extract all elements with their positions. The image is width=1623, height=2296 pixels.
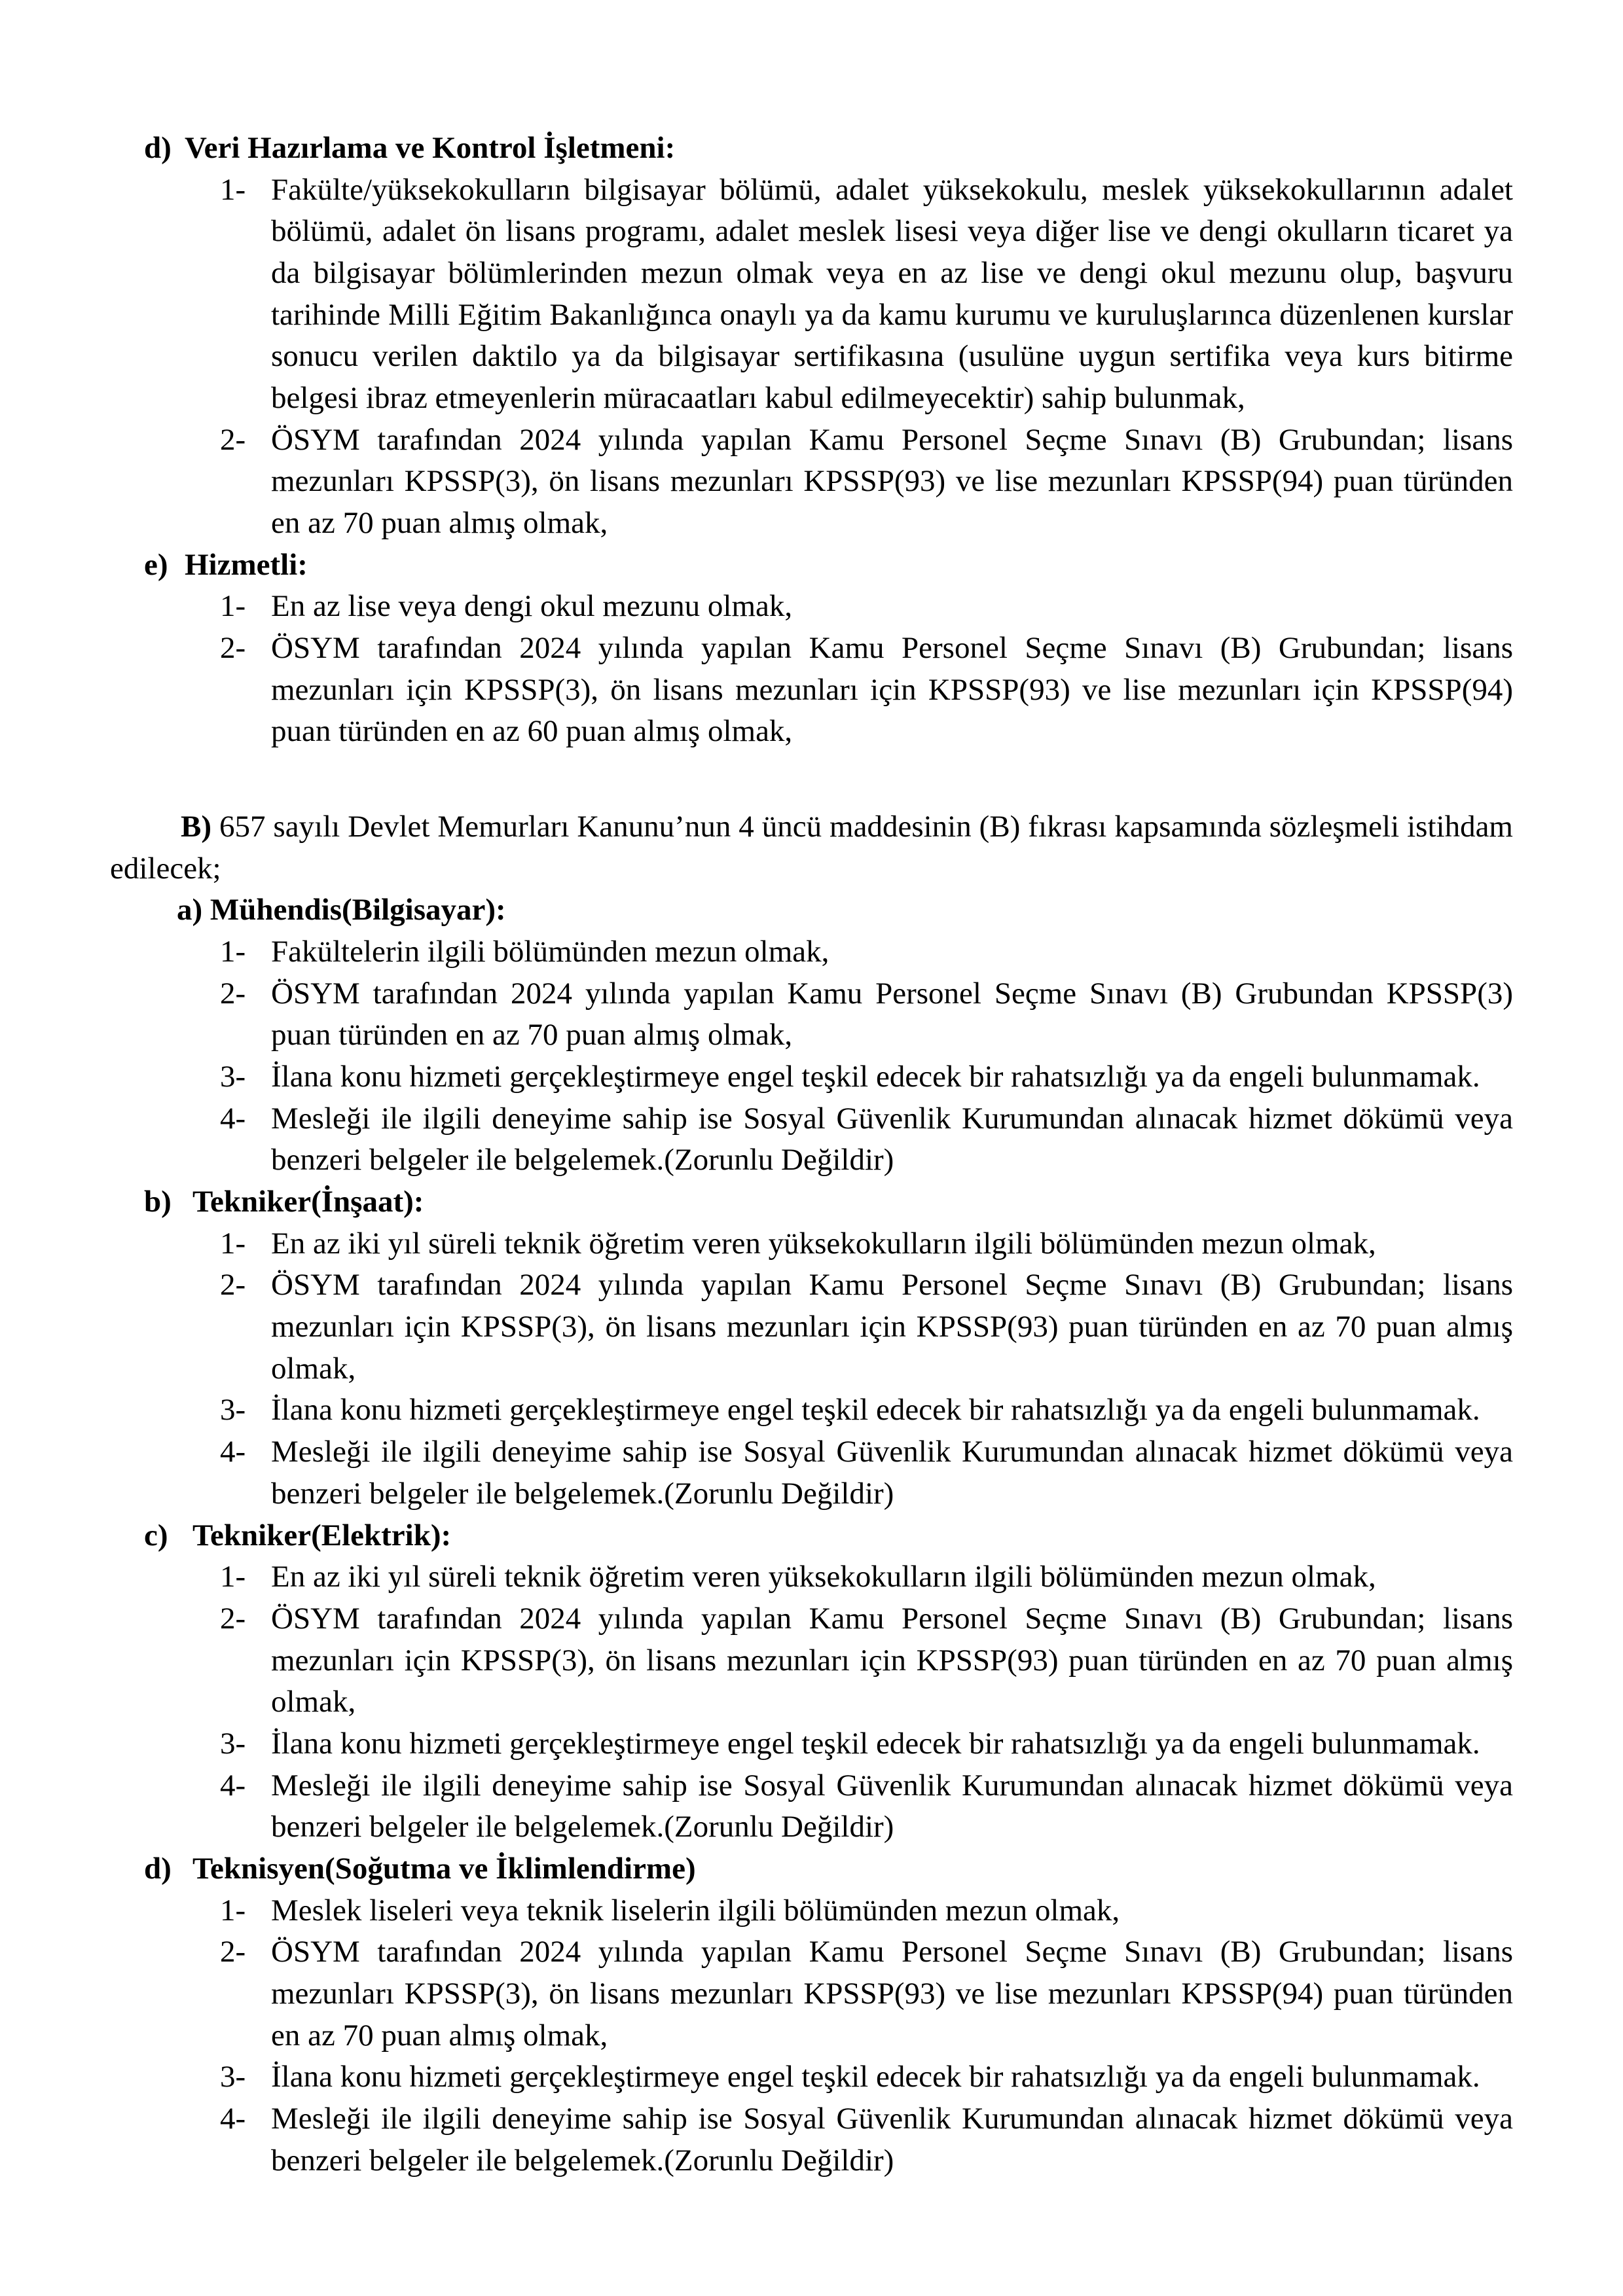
list-item [220,1765,1513,1848]
section-marker-text: a) [177,893,203,927]
list-item [220,1098,1513,1181]
list-item-text: Fakülte/yüksekokulların bilgisayar bölümü, adalet yüksekokulu, meslek yüksekokullarının adalet bölümü, adalet ön lisans programı, adalet meslek lisesi veya diğer lise ve dengi okulların ticaret ya da bilgisayar bölümlerinden mezun olmak veya en az lise ve dengi okul mezunu olup, başvuru tarihinde Milli Eğitim Bakanlığınca onaylı ya da kamu kurumu ve kuruluşlarınca düzenlenen kurslar sonucu verilen daktilo ya da bilgisayar sertifikasına (usulüne uygun sertifika veya kurs bitirme belgesi ibraz etmeyenlerin müracaatları kabul edilmeyecektir) sahip bulunmak, [271,172,1513,416]
list-item-text: En az iki yıl süreli teknik öğretim veren yüksekokulların ilgili bölümünden mezun olmak, [271,1560,1376,1594]
list-item [220,1723,1513,1765]
list-item-text: Mesleği ile ilgili deneyime sahip ise Sosyal Güvenlik Kurumundan alınacak hizmet dökümü veya benzeri belgeler ile belgelemek.(Zorunlu Değildir) [271,1435,1513,1511]
section-spacer [110,753,1513,806]
list-item-text: Meslek liseleri veya teknik liselerin ilgili bölümünden mezun olmak, [271,1893,1120,1928]
list-item-text: Mesleği ile ilgili deneyime sahip ise Sosyal Güvenlik Kurumundan alınacak hizmet dökümü veya benzeri belgeler ile belgelemek.(Zorunlu Değildir) [271,1101,1513,1177]
part-b-intro-paragraph [110,806,1513,889]
requirement-list-hizmetli [110,586,1513,753]
list-item-number: 1- [220,1893,246,1928]
section-title: Tekniker(İnşaat): [192,1185,424,1219]
requirement-list-tekniker-insaat [110,1223,1513,1515]
list-item [220,1598,1513,1723]
list-item [220,1056,1513,1098]
section-heading-teknisyen-sogutma [110,1848,1513,1890]
list-item [220,931,1513,973]
list-item-text: ÖSYM tarafından 2024 yılında yapılan Kamu Personel Seçme Sınavı (B) Grubundan; lisans mezunları için KPSSP(3), ön lisans mezunları için KPSSP(93) puan türünden en az 70 puan almış olmak, [271,1268,1513,1386]
list-item-text: İlana konu hizmeti gerçekleştirmeye engel teşkil edecek bir rahatsızlığı ya da engeli bulunmamak. [271,1726,1480,1761]
list-item-number: 2- [220,422,246,457]
section-title: Tekniker(Elektrik): [192,1518,452,1552]
list-item-text: ÖSYM tarafından 2024 yılında yapılan Kamu Personel Seçme Sınavı (B) Grubundan; lisans mezunları KPSSP(3), ön lisans mezunları KPSSP(93) ve lise mezunları KPSSP(94) puan türünden en az 70 puan almış olmak, [271,1935,1513,2053]
list-item-number: 3- [220,1393,246,1427]
section-title: Teknisyen(Soğutma ve İklimlendirme) [192,1851,696,1886]
list-item-text: ÖSYM tarafından 2024 yılında yapılan Kamu Personel Seçme Sınavı (B) Grubundan; lisans mezunları KPSSP(3), ön lisans mezunları KPSSP(93) ve lise mezunları KPSSP(94) puan türünden en az 70 puan almış olmak, [271,422,1513,541]
section-title [177,889,1513,931]
section-marker: d) [144,131,172,165]
section-heading-tekniker-elektrik [110,1515,1513,1557]
section-title-text: Mühendis(Bilgisayar): [210,893,506,927]
list-item-text: Fakültelerin ilgili bölümünden mezun olmak, [271,935,830,969]
list-item-number: 1- [220,935,246,969]
list-item-number: 2- [220,1601,246,1636]
list-item-number: 2- [220,1268,246,1302]
section-marker: e) [144,547,168,582]
list-item-text: İlana konu hizmeti gerçekleştirmeye engel teşkil edecek bir rahatsızlığı ya da engeli bulunmamak. [271,2060,1480,2094]
list-item-number: 3- [220,1726,246,1761]
list-item-number: 1- [220,172,246,207]
list-item [220,1556,1513,1598]
list-item [220,1223,1513,1265]
list-item [220,420,1513,545]
list-item-number: 4- [220,1768,246,1803]
list-item-number: 1- [220,589,246,624]
requirement-list-teknisyen-sogutma [110,1890,1513,2182]
list-item [220,1931,1513,2056]
requirement-list-tekniker-elektrik [110,1556,1513,1848]
list-item-number: 1- [220,1226,246,1261]
list-item-number: 4- [220,1435,246,1469]
list-item-text: ÖSYM tarafından 2024 yılında yapılan Kamu Personel Seçme Sınavı (B) Grubundan; lisans mezunları için KPSSP(3), ön lisans mezunları için KPSSP(93) ve lise mezunları için KPSSP(94) puan türünden en az 60 puan almış olmak, [271,631,1513,749]
section-heading-hizmetli [110,545,1513,586]
list-item [220,628,1513,753]
section-group-a [110,128,1513,753]
list-item-number: 2- [220,1935,246,1969]
section-title: Veri Hazırlama ve Kontrol İşletmeni: [185,131,676,165]
list-item-number: 3- [220,2060,246,2094]
section-title: Hizmetli: [185,547,308,582]
list-item-number: 3- [220,1060,246,1094]
list-item-text: ÖSYM tarafından 2024 yılında yapılan Kamu Personel Seçme Sınavı (B) Grubundan; lisans mezunları için KPSSP(3), ön lisans mezunları için KPSSP(93) puan türünden en az 70 puan almış olmak, [271,1601,1513,1719]
requirement-list-muhendis-bilgisayar [110,931,1513,1181]
list-item-number: 1- [220,1560,246,1594]
list-item-text: İlana konu hizmeti gerçekleştirmeye engel teşkil edecek bir rahatsızlığı ya da engeli bulunmamak. [271,1393,1480,1427]
list-item [220,1431,1513,1515]
section-marker: c) [144,1518,168,1552]
section-marker: b) [144,1185,172,1219]
requirement-list-veri-hazirlama [110,170,1513,545]
list-item-text: İlana konu hizmeti gerçekleştirmeye engel teşkil edecek bir rahatsızlığı ya da engeli bulunmamak. [271,1060,1480,1094]
list-item-text: En az lise veya dengi okul mezunu olmak, [271,589,793,624]
list-item [220,586,1513,628]
part-b-marker: B) [181,810,211,844]
list-item [220,2098,1513,2181]
list-item [220,170,1513,420]
list-item-number: 4- [220,2101,246,2136]
list-item [220,1390,1513,1431]
list-item-number: 2- [220,976,246,1011]
list-item-number: 2- [220,631,246,666]
list-item [220,973,1513,1056]
list-item [220,1890,1513,1932]
page-content [110,128,1513,2181]
list-item-number: 4- [220,1101,246,1136]
list-item-text: Mesleği ile ilgili deneyime sahip ise Sosyal Güvenlik Kurumundan alınacak hizmet dökümü veya benzeri belgeler ile belgelemek.(Zorunlu Değildir) [271,1768,1513,1844]
list-item-text: En az iki yıl süreli teknik öğretim veren yüksekokulların ilgili bölümünden mezun olmak, [271,1226,1376,1261]
list-item-text: Mesleği ile ilgili deneyime sahip ise Sosyal Güvenlik Kurumundan alınacak hizmet dökümü veya benzeri belgeler ile belgelemek.(Zorunlu Değildir) [271,2101,1513,2178]
section-marker: d) [144,1851,172,1886]
section-heading-tekniker-insaat [110,1181,1513,1223]
list-item [220,1265,1513,1390]
list-item-text: ÖSYM tarafından 2024 yılında yapılan Kamu Personel Seçme Sınavı (B) Grubundan KPSSP(3) puan türünden en az 70 puan almış olmak, [271,976,1513,1052]
section-heading-muhendis-bilgisayar [110,889,1513,931]
list-item [220,2056,1513,2098]
part-b-intro-text: 657 sayılı Devlet Memurları Kanunu’nun 4 üncü maddesinin (B) fıkrası kapsamında sözleşmeli istihdam edilecek; [110,810,1513,886]
section-heading-veri-hazirlama [110,128,1513,170]
